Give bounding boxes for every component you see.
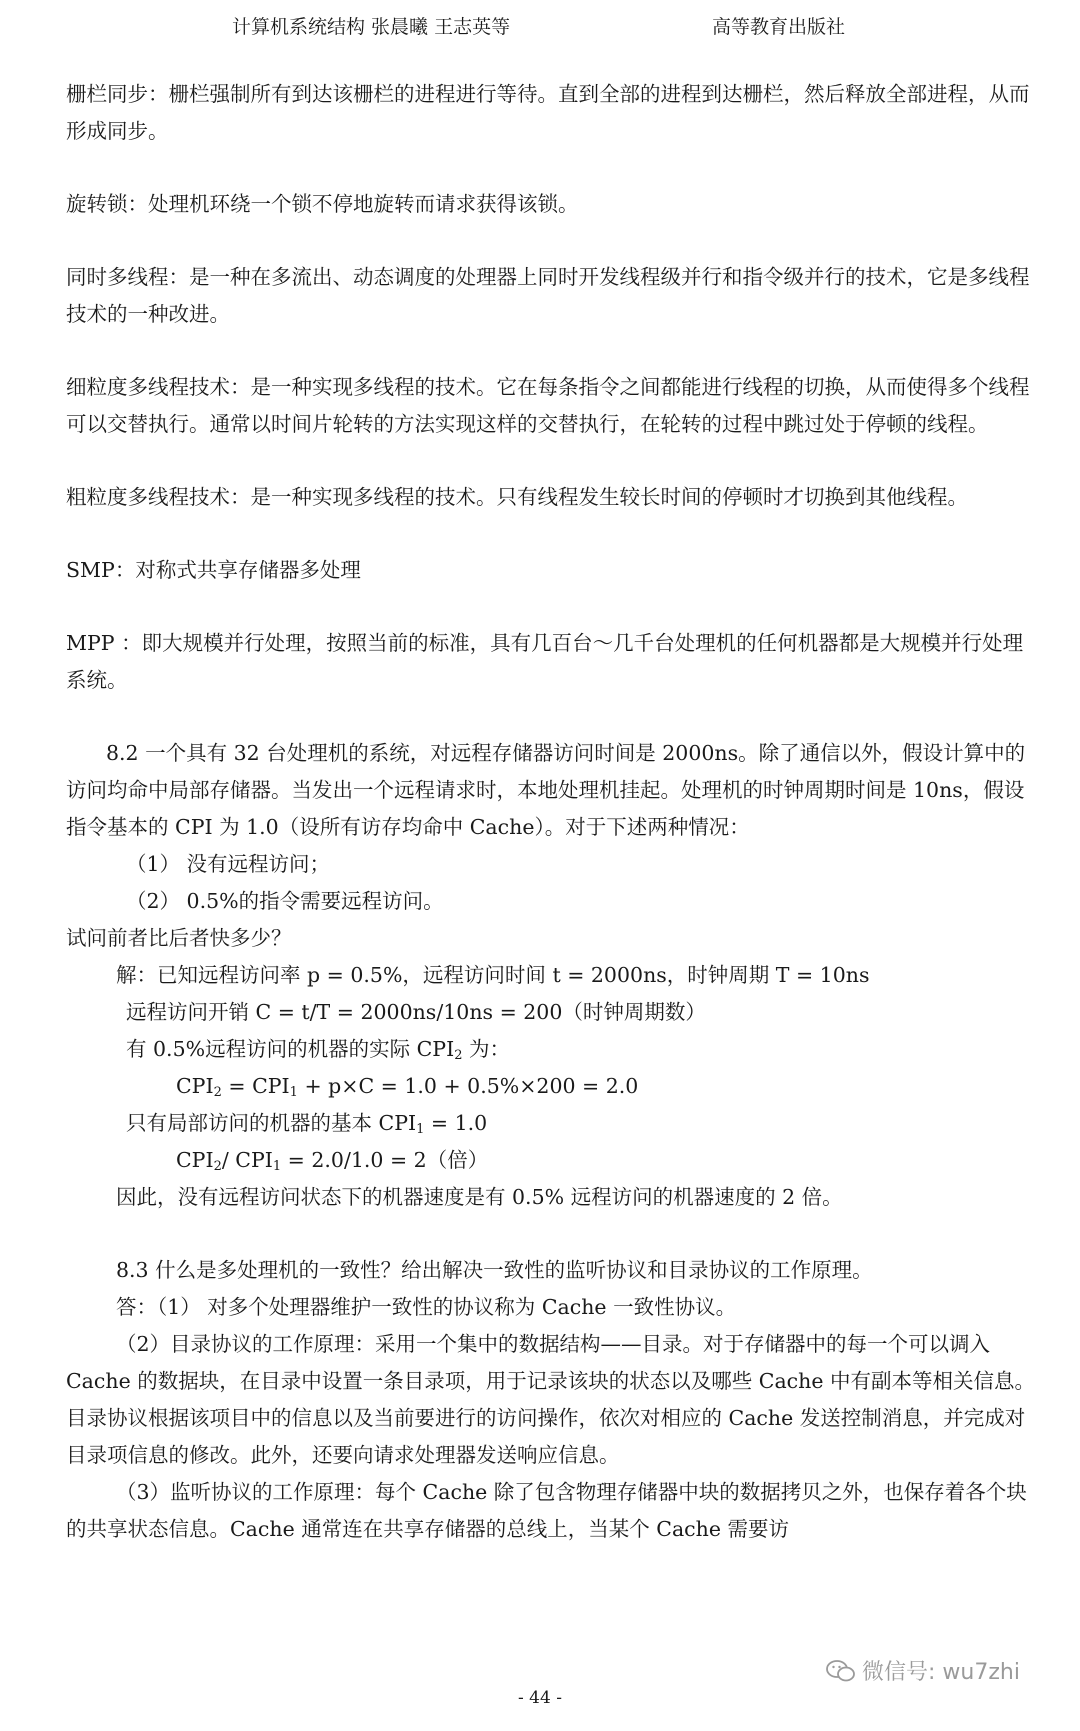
book-title: 计算机系统结构 张晨曦 王志英等 [232, 16, 511, 38]
wechat-icon [826, 1660, 856, 1682]
paragraph-smp: SMP：对称式共享存储器多处理 [66, 558, 361, 582]
case-1: （1） 没有远程访问； [126, 852, 331, 876]
paragraph-barrier: 栅栏同步：栅栏强制所有到达该栅栏的进程进行等待。直到全部的进程到达栅栏，然后释放全部进程，从而形成同步。 [66, 82, 1030, 143]
paragraph-coarse-grained: 粗粒度多线程技术：是一种实现多线程的技术。只有线程发生较长时间的停顿时才切换到其他线程。 [66, 485, 968, 509]
solution-line-3: 有 0.5%远程访问的机器的实际 $CPI_2$ 为： [126, 1037, 511, 1063]
page-body [66, 76, 1036, 1548]
publisher: 高等教育出版社 [712, 16, 846, 38]
page-number: - 44 - [518, 1688, 562, 1708]
question-8-2: 8.2 一个具有 32 台处理机的系统，对远程存储器访问时间是 2000ns。除了通信以外，假设计算中的访问均命中局部存储器。当发出一个远程请求时，本地处理机挂起。处理机的时钟周期时间是 10ns，假设指令基本的 CPI 为 1.0（设所有访存均命中 Cache）。对于下述两种情况： [66, 741, 1026, 839]
wechat-watermark [826, 1655, 1020, 1686]
page-header [0, 8, 1080, 42]
paragraph-smt: 同时多线程：是一种在多流出、动态调度的处理器上同时开发线程级并行和指令级并行的技术，它是多线程技术的一种改进。 [66, 265, 1030, 326]
equation-cpi2: $CPI_2 = CPI_1 + p\times C = 1.0 + 0.5\%\times 200 = 2.0$ [176, 1074, 639, 1100]
solution-line-2: 远程访问开销 C = t/T = 2000ns/10ns = 200（时钟周期数） [126, 1000, 706, 1024]
answer-2: （2）目录协议的工作原理：采用一个集中的数据结构——目录。对于存储器中的每一个可以调入 Cache 的数据块，在目录中设置一条目录项，用于记录该块的状态以及哪些 Cache 中有副本等相关信息。目录协议根据该项目中的信息以及当前要进行的访问操作，依次对相应的 Cache 发送控制消息，并完成对目录项信息的修改。此外，还要向请求处理器发送响应信息。 [66, 1332, 1035, 1467]
solution-line-1: 解：已知远程访问率 p = 0.5%，远程访问时间 t = 2000ns，时钟周期 T = 10ns [116, 963, 870, 987]
question-8-2-ask: 试问前者比后者快多少？ [66, 926, 292, 950]
solution-line-4: 只有局部访问的机器的基本 $CPI_1 = 1.0$ [126, 1111, 488, 1137]
paragraph-fine-grained: 细粒度多线程技术：是一种实现多线程的技术。它在每条指令之间都能进行线程的切换，从而使得多个线程可以交替执行。通常以时间片轮转的方法实现这样的交替执行，在轮转的过程中跳过处于停顿的线程。 [66, 375, 1030, 436]
answer-1: 答：（1） 对多个处理器维护一致性的协议称为 Cache 一致性协议。 [116, 1295, 737, 1319]
watermark-text: 微信号: wu7zhi [862, 1660, 1020, 1685]
solution-conclusion: 因此，没有远程访问状态下的机器速度是有 0.5% 远程访问的机器速度的 2 倍。 [116, 1185, 843, 1209]
paragraph-spinlock: 旋转锁：处理机环绕一个锁不停地旋转而请求获得该锁。 [66, 192, 579, 216]
equation-ratio: $CPI_2/$ $CPI_1 = 2.0/1.0 = 2$（倍） [176, 1148, 489, 1174]
answer-3: （3）监听协议的工作原理：每个 Cache 除了包含物理存储器中块的数据拷贝之外，也保存着各个块的共享状态信息。Cache 通常连在共享存储器的总线上，当某个 Cache 需要访 [66, 1480, 1027, 1541]
paragraph-mpp: MPP ：即大规模并行处理，按照当前的标准，具有几百台～几千台处理机的任何机器都是大规模并行处理系统。 [66, 631, 1024, 692]
question-8-3: 8.3 什么是多处理机的一致性？给出解决一致性的监听协议和目录协议的工作原理。 [116, 1258, 873, 1282]
case-2: （2） 0.5%的指令需要远程访问。 [126, 889, 444, 913]
